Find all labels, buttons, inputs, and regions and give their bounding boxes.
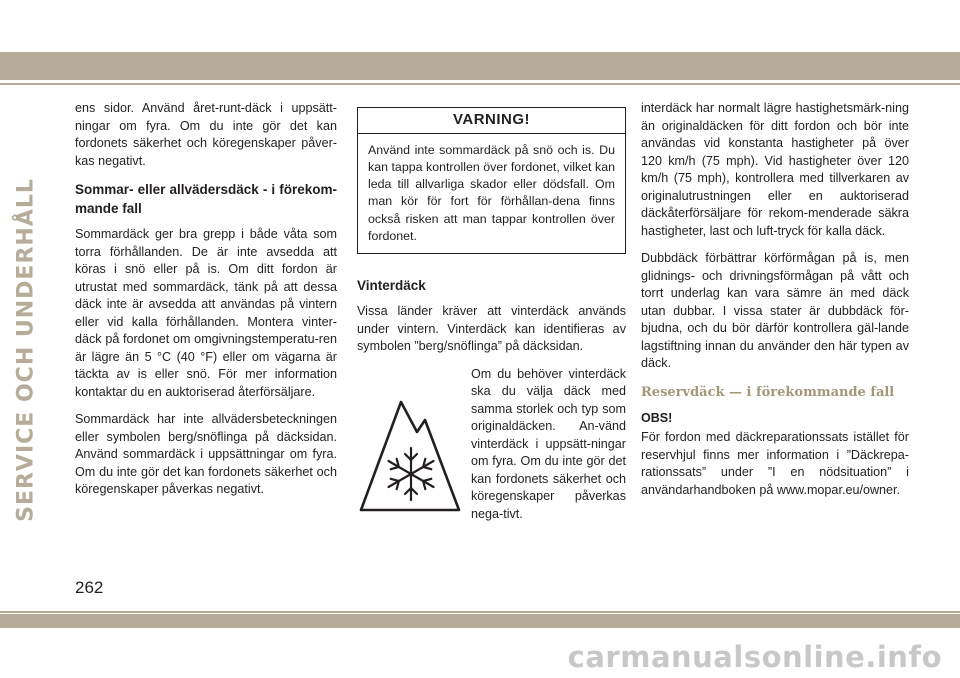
warning-text: Använd inte sommardäck på snö och is. Du kan tappa kontrollen över fordonet, vilket kan leda till allvarliga skador eller dödsfall. Om man kör för fort för förhållan-dena finns också risken att man tappar kontrollen över fordonet.	[368, 142, 615, 243]
section-heading-spare-tire: Reservdäck — i förekommande fall	[641, 384, 895, 400]
paragraph: Om du behöver vinterdäck ska du välja däck med samma storlek och typ som originaldäcken. An-vänd vinterdäck i uppsätt-ningar om fyra. Om du inte gör det kan fordonets säkerhet och köregenskaper påverkas nega-tivt.	[471, 366, 626, 521]
section-heading-winter-tires: Vinterdäck	[357, 278, 426, 294]
note-text: För fordon med däckreparationssats istället för reservhjul finns mer information i ”Däckrepa-rationssats” under ”I en nödsituation” i användarhandboken på www.mopar.eu/owner.	[641, 430, 909, 497]
winter-tire-block	[357, 366, 626, 534]
column-right	[641, 100, 909, 509]
watermark: carmanualsonline.info	[567, 640, 942, 674]
paragraph: Sommardäck har inte allvädersbeteckningen eller symbolen berg/snöflinga på däcksidan. Använd sommardäck i uppsättningar om fyra. Om du inte gör det kan fordonets säkerhet och köregenskaper påverkas negativt.	[75, 412, 337, 496]
section-heading-summer-tires: Sommar- eller allvädersdäck - i förekom-mande fall	[75, 182, 337, 216]
warning-box	[357, 107, 626, 254]
paragraph: Sommardäck ger bra grepp i både våta som torra förhållanden. De är inte avsedda att köras i snö eller på is. Om ditt fordon är utrustat med sommardäck, tänk på att dessa däck inte är avsedda att användas på vintern eller vid kalla förhållanden. Montera vinter-däck på fordonet om omgivningstemperatu-ren är lägre än 5 °C (40 °F) eller om vägarna är täckta av is eller snö. För mer information kontaktar du en auktoriserad återförsäljare.	[75, 227, 337, 399]
note-label: OBS!	[641, 410, 673, 425]
column-left	[75, 100, 337, 509]
section-side-title: SERVICE OCH UNDERHÅLL	[13, 178, 39, 522]
header-bar	[0, 52, 960, 80]
page-number: 262	[75, 578, 104, 597]
paragraph: Dubbdäck förbättrar körförmågan på is, men glidnings- och drivningsförmågan på vått och torrt underlag kan vara sämre än med däck utan dubbar. I vissa stater är dubbdäck för-bjudna, och du bör därför kontrollera gäl-lande lagstiftning innan du använder den här typen av däck.	[641, 251, 909, 370]
mountain-snowflake-icon	[357, 370, 463, 524]
paragraph: Vissa länder kräver att vinterdäck används under vintern. Vinterdäck kan identifieras av symbolen ”berg/snöflinga” på däcksidan.	[357, 304, 626, 354]
warning-title: VARNING!	[358, 108, 625, 134]
column-middle	[357, 100, 626, 533]
paragraph: ens sidor. Använd året-runt-däck i uppsätt-ningar om fyra. Om du inte gör det kan fordonets säkerhet och köregenskaper påver-kas negativt.	[75, 101, 337, 168]
footer-bar	[0, 614, 960, 628]
header-rule	[0, 83, 960, 85]
footer-rule	[0, 611, 960, 613]
paragraph: interdäck har normalt lägre hastighetsmärk-ning än originaldäcken för ditt fordon och bör inte användas vid konstanta hastigheter på över 120 km/h (75 mph). Vid hastigheter över 120 km/h (75 mph), kontrollera med tillverkaren av originalutrustningen eller en auktoriserad däckåterförsäljare för rekom-menderade säkra hastigheter, last och luft-tryck för kalla däck.	[641, 101, 909, 238]
